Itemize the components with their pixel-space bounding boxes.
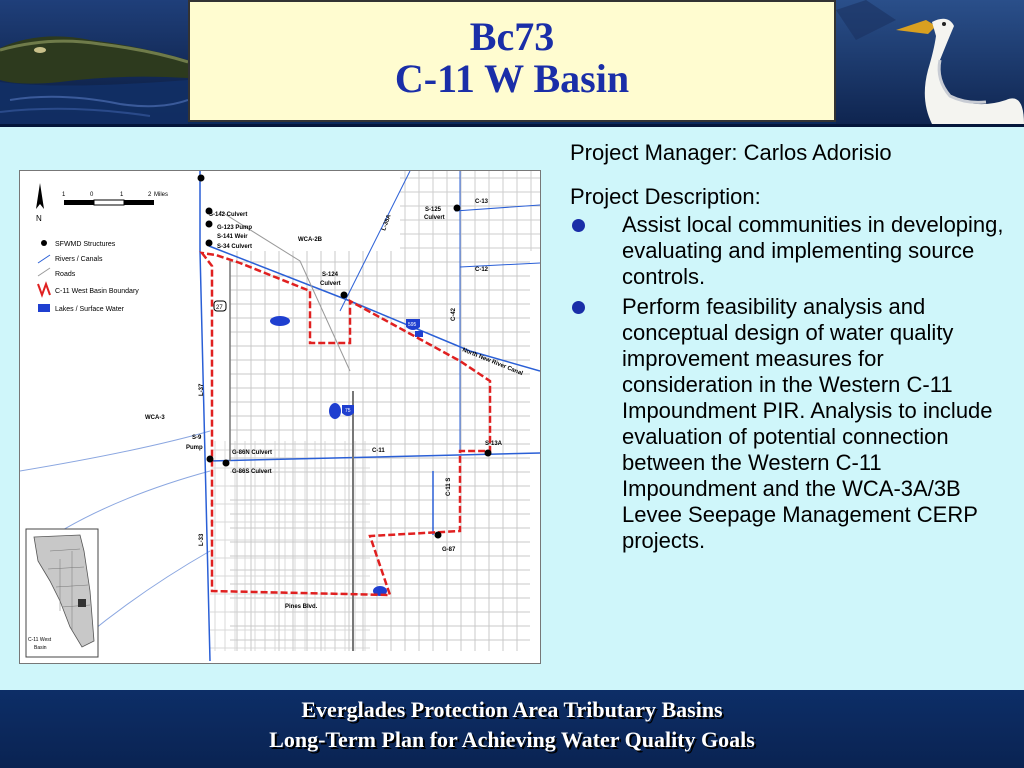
scale-label: Miles — [154, 192, 169, 198]
map-label: G-123 Pump — [217, 225, 253, 231]
footer-band — [0, 690, 1024, 768]
map-label: C-11 — [372, 448, 385, 454]
map-label: S-9 — [192, 435, 202, 441]
header-band — [0, 0, 1024, 127]
footer-line-2: Long-Term Plan for Achieving Water Quality Goals — [269, 727, 755, 752]
map-label: S-142 Culvert — [209, 212, 248, 218]
legend-label: Roads — [55, 271, 76, 278]
inset-label: Basin — [34, 645, 47, 651]
i75-label: 75 — [345, 408, 351, 414]
slide-title-line-1: Bc73 — [469, 14, 555, 59]
description-bullets — [570, 212, 1020, 554]
map-label: S-141 Weir — [217, 234, 248, 240]
map-label: S-13A — [485, 441, 503, 447]
inset-label: C-11 West — [28, 637, 52, 643]
project-text-panel — [570, 140, 1020, 558]
bullet-icon — [572, 301, 585, 314]
florida-inset-map — [26, 529, 98, 657]
map-label: WCA-2B — [298, 237, 322, 243]
map-label: Culvert — [320, 281, 341, 287]
north-label: N — [36, 214, 42, 223]
map-label: G-86N Culvert — [232, 450, 273, 456]
map-label: North New River Canal — [461, 347, 524, 378]
map-label: C-13 — [475, 199, 489, 205]
map-label: C-12 — [475, 267, 489, 273]
scale-label: 1 — [62, 192, 66, 198]
project-description-heading: Project Description: — [570, 184, 761, 209]
map-label: C-11 S — [446, 477, 452, 496]
scale-label: 1 — [120, 192, 124, 198]
scale-label: 0 — [90, 192, 94, 198]
us27-label: 27 — [216, 305, 223, 311]
scale-label: 2 — [148, 192, 152, 198]
bullet-text: Perform feasibility analysis and conceptual design of water quality improvement measures for consideration in the Western C-11 Impoundment PIR. Analysis to include evaluation of potential connection between the Western C-11 Impoundment and the WCA-3A/3B Levee Seepage Management CERP projects. — [622, 294, 993, 553]
map-label: WCA-3 — [145, 415, 165, 421]
map-label: Pump — [186, 445, 203, 451]
map-label: C-42 — [451, 307, 457, 321]
map-label: L-37 — [199, 383, 205, 396]
map-label: G-87 — [442, 547, 456, 553]
title-box — [188, 0, 836, 122]
map-label: L-35A — [381, 213, 393, 232]
bullet-item — [570, 212, 1020, 290]
egret-photo — [836, 0, 1024, 124]
alligator-photo — [0, 0, 188, 124]
bullet-icon — [572, 219, 585, 232]
legend-label: SFWMD Structures — [55, 241, 116, 248]
slide-title-line-2: C-11 W Basin — [394, 56, 630, 101]
legend-label: Rivers / Canals — [55, 256, 103, 263]
map-label: Culvert — [424, 215, 445, 221]
lake-box-icon — [38, 304, 50, 312]
map-label: L-33 — [199, 533, 205, 546]
bullet-text: Assist local communities in developing, evaluating and implementing source controls. — [622, 212, 1004, 289]
footer-line-1: Everglades Protection Area Tributary Basins — [301, 697, 723, 722]
structure-dot-icon — [41, 240, 47, 246]
basin-map — [19, 170, 541, 664]
i595-label: 595 — [408, 322, 417, 328]
map-label: S-124 — [322, 272, 339, 278]
project-manager: Project Manager: Carlos Adorisio — [570, 140, 892, 165]
map-label: G-86S Culvert — [232, 469, 272, 475]
map-label: Pines Blvd. — [285, 604, 318, 610]
map-label: S-34 Culvert — [217, 244, 253, 250]
map-label: S-125 — [425, 207, 442, 213]
legend-label: C-11 West Basin Boundary — [55, 288, 139, 295]
bullet-item — [570, 294, 1020, 554]
legend-label: Lakes / Surface Water — [55, 306, 124, 313]
